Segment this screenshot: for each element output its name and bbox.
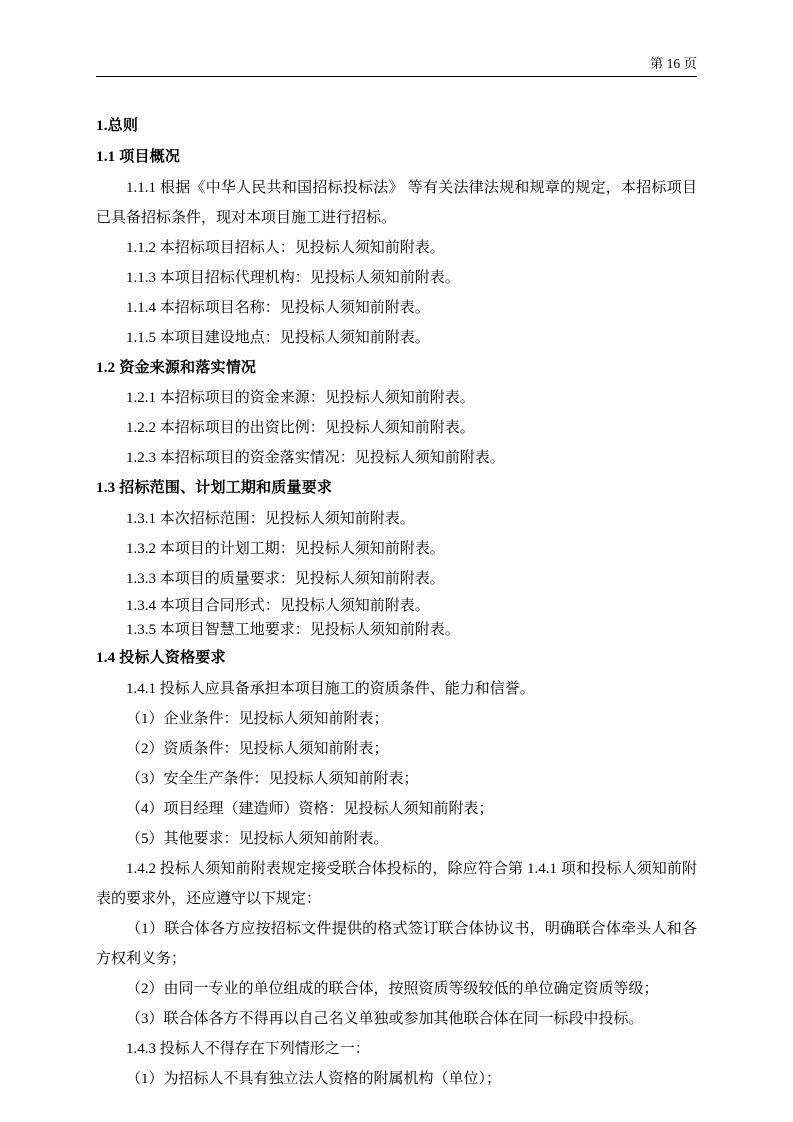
list-item-1-4-3-1: （1）为招标人不具有独立法人资格的附属机构（单位）； <box>126 1070 502 1087</box>
section-heading-1-4: 1.4 投标人资格要求 <box>96 649 226 666</box>
paragraph-1-1-1: 1.1.1 根据《中华人民共和国招标投标法》 等有关法律法规和规章的规定，本招标项目已具备招标条件，现对本项目施工进行招标。 <box>96 179 697 226</box>
list-item-1-4-2-3: （3）联合体各方不得再以自己名义单独或参加其他联合体在同一标段中投标。 <box>126 1010 644 1027</box>
paragraph-1-2-1: 1.2.1 本招标项目的资金来源：见投标人须知前附表。 <box>126 390 475 407</box>
list-item-1-4-2-1: （1）联合体各方应按招标文件提供的格式签订联合体协议书，明确联合体牵头人和各方权利义务； <box>96 920 697 967</box>
paragraph-1-2-2: 1.2.2 本招标项目的出资比例：见投标人须知前附表。 <box>126 420 475 437</box>
list-item-1-4-1-4: （4）项目经理（建造师）资格：见投标人须知前附表； <box>126 800 494 817</box>
paragraph-1-3-4: 1.3.4 本项目合同形式：见投标人须知前附表。 <box>126 598 430 615</box>
section-heading-1-3: 1.3 招标范围、计划工期和质量要求 <box>96 480 333 497</box>
paragraph-1-4-2: 1.4.2 投标人须知前附表规定接受联合体投标的，除应符合第 1.4.1 项和投标人须知前附表的要求外，还应遵守以下规定： <box>96 860 697 907</box>
list-item-1-4-1-5: （5）其他要求：见投标人须知前附表。 <box>126 830 389 847</box>
list-item-1-4-1-3: （3）安全生产条件：见投标人须知前附表； <box>126 770 419 787</box>
paragraph-1-1-4: 1.1.4 本招标项目名称：见投标人须知前附表。 <box>126 299 430 316</box>
paragraph-1-4-3: 1.4.3 投标人不得存在下列情形之一： <box>126 1040 370 1057</box>
page-content <box>96 56 697 1094</box>
section-heading-1-2: 1.2 资金来源和落实情况 <box>96 359 257 376</box>
document-body <box>96 111 697 1093</box>
page-number-label: 第 16 页 <box>649 56 697 71</box>
list-item-1-4-1-1: （1）企业条件：见投标人须知前附表； <box>126 710 389 727</box>
paragraph-1-1-3: 1.1.3 本项目招标代理机构：见投标人须知前附表。 <box>126 269 460 286</box>
page-header <box>96 56 697 76</box>
paragraph-1-3-5: 1.3.5 本项目智慧工地要求：见投标人须知前附表。 <box>126 622 460 639</box>
paragraph-1-3-1: 1.3.1 本次招标范围：见投标人须知前附表。 <box>126 511 415 528</box>
paragraph-1-3-2: 1.3.2 本项目的计划工期：见投标人须知前附表。 <box>126 541 445 558</box>
list-item-1-4-1-2: （2）资质条件：见投标人须知前附表； <box>126 740 389 757</box>
section-heading-1-1: 1.1 项目概况 <box>96 148 181 165</box>
paragraph-1-4-1: 1.4.1 投标人应具备承担本项目施工的资质条件、能力和信誉。 <box>126 680 535 697</box>
paragraph-1-1-5: 1.1.5 本项目建设地点：见投标人须知前附表。 <box>126 329 430 346</box>
paragraph-1-3-3: 1.3.3 本项目的质量要求：见投标人须知前附表。 <box>126 571 445 588</box>
list-item-1-4-2-2: （2）由同一专业的单位组成的联合体，按照资质等级较低的单位确定资质等级； <box>126 980 659 997</box>
section-heading-1: 1.总则 <box>96 118 139 135</box>
paragraph-1-2-3: 1.2.3 本招标项目的资金落实情况：见投标人须知前附表。 <box>126 450 505 467</box>
paragraph-1-1-2: 1.1.2 本招标项目招标人：见投标人须知前附表。 <box>126 239 445 256</box>
header-divider <box>96 76 697 77</box>
